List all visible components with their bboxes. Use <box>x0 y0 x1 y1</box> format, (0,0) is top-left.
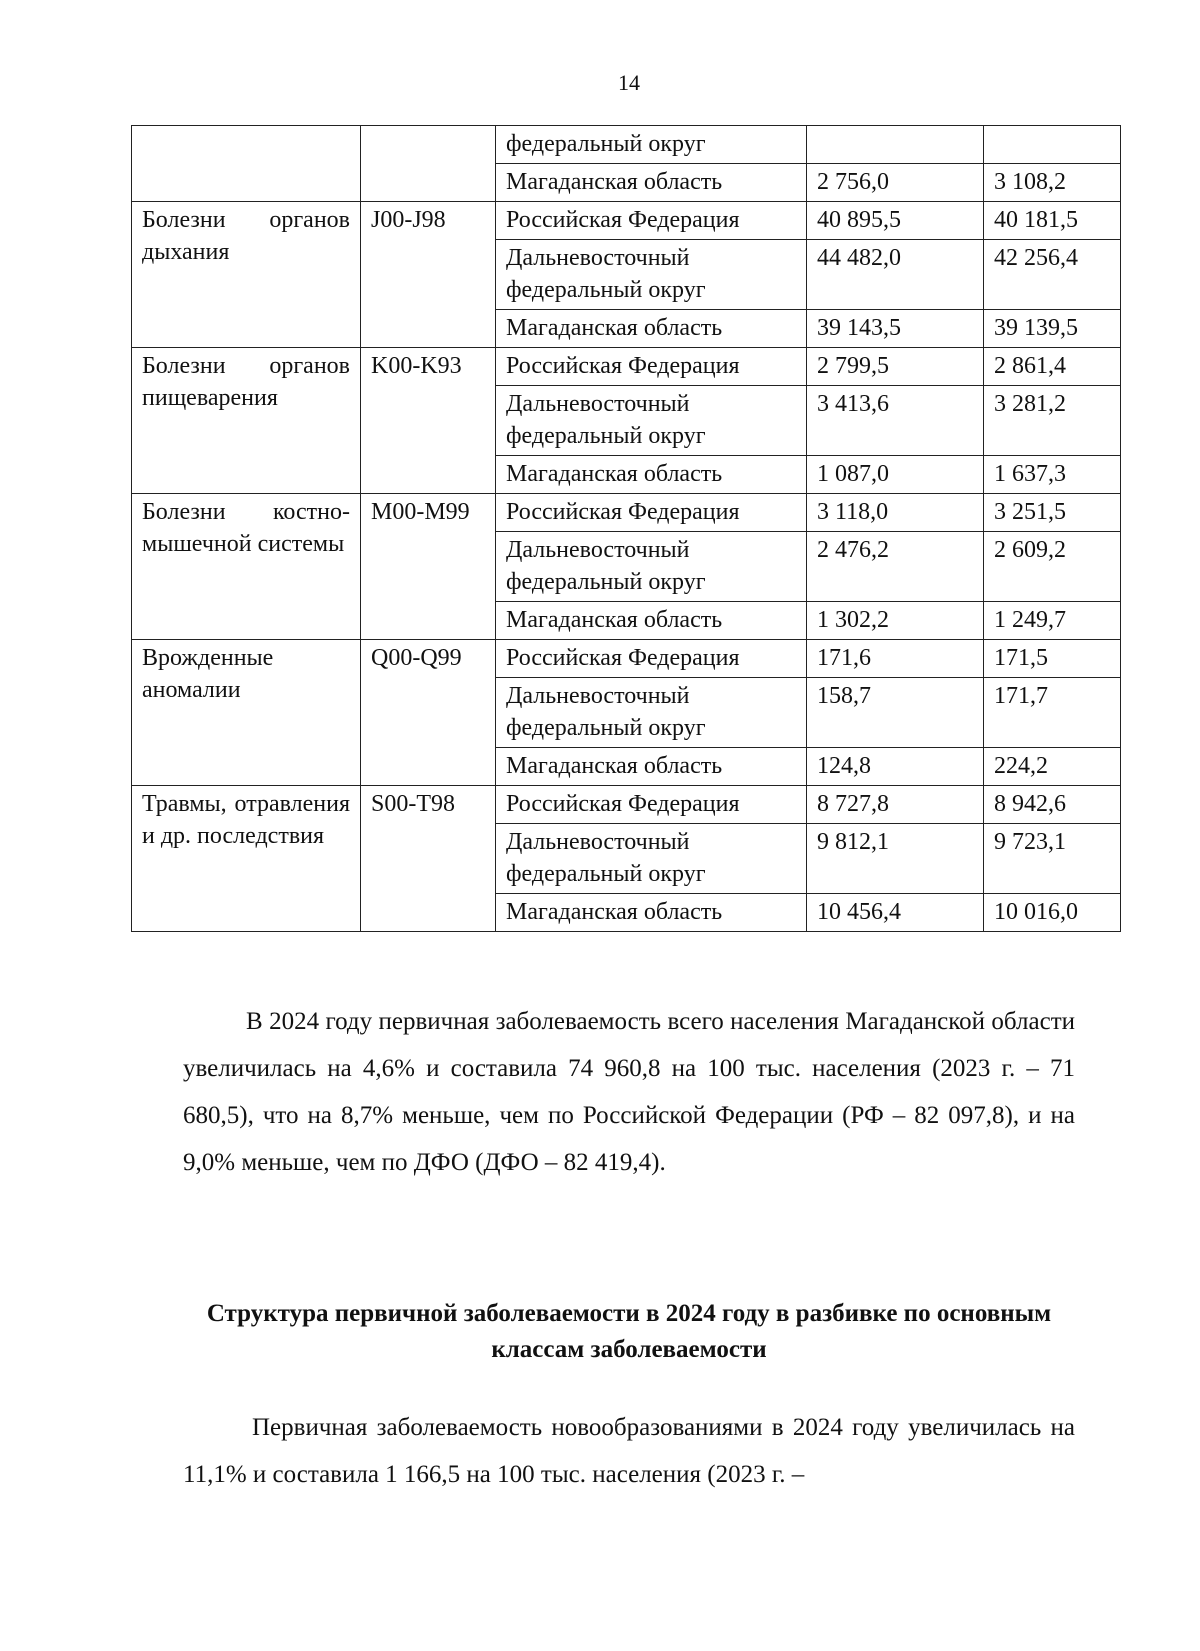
value-2023-cell: 158,7 <box>807 678 984 748</box>
region-cell: Магаданская область <box>496 894 807 932</box>
value-2023-cell: 1 302,2 <box>807 602 984 640</box>
icd-code-cell: J00-J98 <box>361 202 496 348</box>
value-2024-cell: 39 139,5 <box>984 310 1121 348</box>
value-2024-cell: 3 281,2 <box>984 386 1121 456</box>
value-2024-cell: 2 861,4 <box>984 348 1121 386</box>
value-2024-cell: 1 249,7 <box>984 602 1121 640</box>
table-row <box>132 348 1121 386</box>
disease-class-cell: Врожденные аномалии <box>132 640 361 786</box>
value-2024-cell: 171,5 <box>984 640 1121 678</box>
value-2023-cell: 171,6 <box>807 640 984 678</box>
value-2024-cell: 1 637,3 <box>984 456 1121 494</box>
value-2023-cell: 40 895,5 <box>807 202 984 240</box>
disease-class-cell: Болезни костно-мышечной системы <box>132 494 361 640</box>
value-2024-cell <box>984 126 1121 164</box>
value-2024-cell: 9 723,1 <box>984 824 1121 894</box>
value-2023-cell: 8 727,8 <box>807 786 984 824</box>
region-cell: Дальневосточный федеральный округ <box>496 824 807 894</box>
body-paragraph: Первичная заболеваемость новообразованиями в 2024 году увеличилась на 11,1% и составила 1 166,5 на 100 тыс. населения (2023 г. – <box>183 1414 1075 1488</box>
value-2023-cell: 2 476,2 <box>807 532 984 602</box>
table-row <box>132 126 1121 164</box>
icd-code-cell <box>361 126 496 202</box>
value-2024-cell: 40 181,5 <box>984 202 1121 240</box>
value-2023-cell: 10 456,4 <box>807 894 984 932</box>
table-row <box>132 640 1121 678</box>
value-2023-cell: 2 799,5 <box>807 348 984 386</box>
section-heading: Структура первичной заболеваемости в 2024 году в разбивке по основным классам заболеваемости <box>206 1300 1052 1363</box>
table-row <box>132 786 1121 824</box>
value-2023-cell: 1 087,0 <box>807 456 984 494</box>
value-2023-cell: 44 482,0 <box>807 240 984 310</box>
region-cell: Магаданская область <box>496 164 807 202</box>
region-cell: Российская Федерация <box>496 640 807 678</box>
value-2023-cell: 39 143,5 <box>807 310 984 348</box>
icd-code-cell: K00-K93 <box>361 348 496 494</box>
value-2023-cell: 3 413,6 <box>807 386 984 456</box>
region-cell: Российская Федерация <box>496 786 807 824</box>
value-2024-cell: 171,7 <box>984 678 1121 748</box>
icd-code-cell: S00-T98 <box>361 786 496 932</box>
disease-class-cell: Болезни органов пищеварения <box>132 348 361 494</box>
value-2024-cell: 2 609,2 <box>984 532 1121 602</box>
icd-code-cell: M00-M99 <box>361 494 496 640</box>
value-2024-cell: 42 256,4 <box>984 240 1121 310</box>
region-cell: Российская Федерация <box>496 348 807 386</box>
value-2023-cell: 3 118,0 <box>807 494 984 532</box>
region-cell: Российская Федерация <box>496 202 807 240</box>
region-cell: Магаданская область <box>496 602 807 640</box>
region-cell: Российская Федерация <box>496 494 807 532</box>
table-row <box>132 202 1121 240</box>
value-2023-cell: 2 756,0 <box>807 164 984 202</box>
disease-class-cell: Болезни органов дыхания <box>132 202 361 348</box>
region-cell: Магаданская область <box>496 310 807 348</box>
value-2024-cell: 3 251,5 <box>984 494 1121 532</box>
region-cell: Дальневосточный федеральный округ <box>496 386 807 456</box>
value-2023-cell <box>807 126 984 164</box>
value-2023-cell: 124,8 <box>807 748 984 786</box>
region-cell: Дальневосточный федеральный округ <box>496 240 807 310</box>
icd-code-cell: Q00-Q99 <box>361 640 496 786</box>
body-paragraph: В 2024 году первичная заболеваемость всего населения Магаданской области увеличилась на 4,6% и составила 74 960,8 на 100 тыс. населения (2023 г. – 71 680,5), что на 8,7% меньше, чем по Российской Федерации (РФ – 82 097,8), и на 9,0% меньше, чем по ДФО (ДФО – 82 419,4). <box>183 1008 1075 1176</box>
page-number: 14 <box>618 70 640 95</box>
value-2024-cell: 10 016,0 <box>984 894 1121 932</box>
value-2024-cell: 8 942,6 <box>984 786 1121 824</box>
disease-class-cell: Травмы, отравления и др. последствия <box>132 786 361 932</box>
region-cell: Магаданская область <box>496 748 807 786</box>
table-row <box>132 494 1121 532</box>
region-cell: Дальневосточный федеральный округ <box>496 678 807 748</box>
morbidity-table <box>131 125 1121 932</box>
value-2024-cell: 3 108,2 <box>984 164 1121 202</box>
value-2023-cell: 9 812,1 <box>807 824 984 894</box>
region-cell: Магаданская область <box>496 456 807 494</box>
region-cell: федеральный округ <box>496 126 807 164</box>
value-2024-cell: 224,2 <box>984 748 1121 786</box>
disease-class-cell <box>132 126 361 202</box>
region-cell: Дальневосточный федеральный округ <box>496 532 807 602</box>
